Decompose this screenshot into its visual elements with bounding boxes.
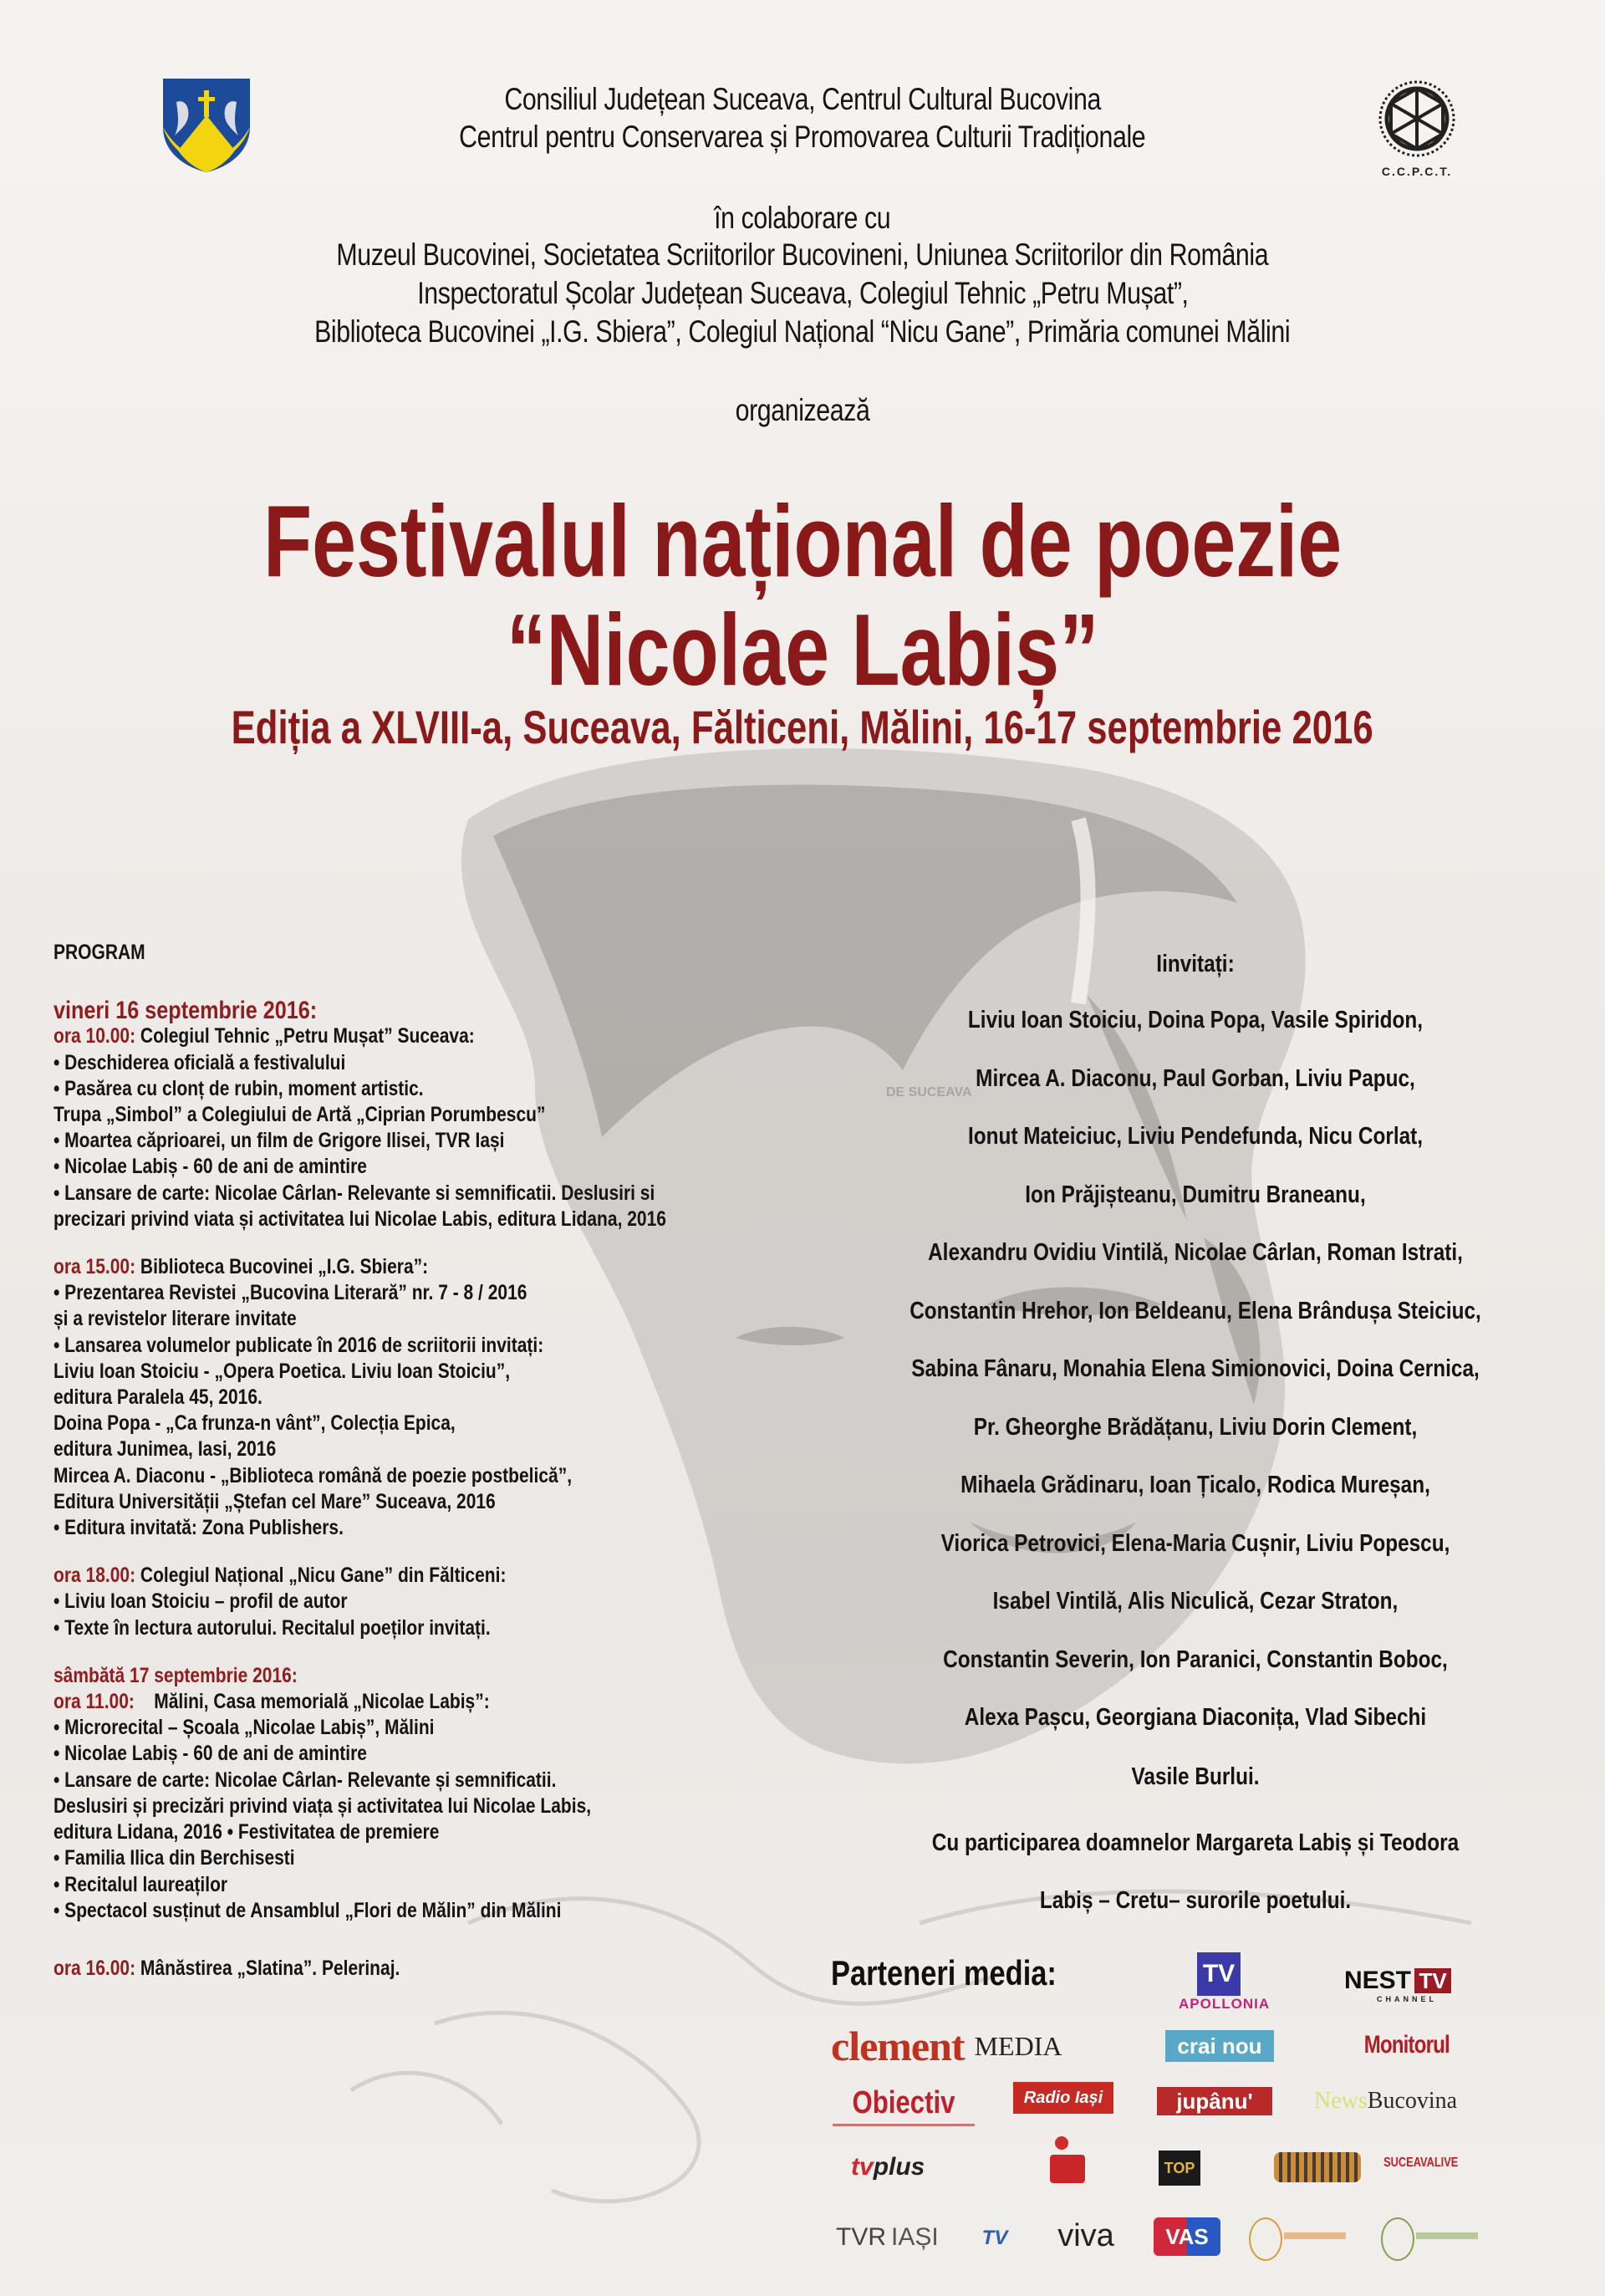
crai-nou-logo: crai nou <box>1165 2030 1274 2062</box>
program-item: • Microrecital – Școala „Nicolae Labiș”, Mălini <box>54 1716 435 1740</box>
organizes-label: organizează <box>735 393 870 427</box>
guest-line: Vasile Burlui. <box>1131 1763 1260 1790</box>
program-item: Liviu Ioan Stoiciu - „Opera Poetica. Liviu Ioan Stoiciu”, <box>54 1359 511 1383</box>
guests-heading: Iinvitați: <box>1156 951 1235 977</box>
program-item: editura Paralela 45, 2016. <box>54 1385 262 1410</box>
program-item: Doina Popa - „Ca frunza-n vânt”, Colecția Epica, <box>54 1411 456 1436</box>
clement-media-logo: clement MEDIA <box>831 2023 1062 2069</box>
program-item: • Lansare de carte: Nicolae Cârlan- Relevante si semnificatii. Deslusiri si <box>54 1181 655 1205</box>
radio-iasi-logo: Radio Iași <box>1013 2082 1113 2114</box>
program-item: • Prezentarea Revistei „Bucovina Literară” nr. 7 - 8 / 2016 <box>54 1281 527 1305</box>
guest-line: Ionut Mateiciuc, Liviu Pendefunda, Nicu Corlat, <box>967 1123 1424 1150</box>
program-item: • Deschiderea oficială a festivalului <box>54 1050 346 1074</box>
program-item: și a revistelor literare invitate <box>54 1307 297 1331</box>
program-item: • Texte în lectura autorului. Recitalul poeților invitați. <box>54 1615 491 1640</box>
emblem-logo-orange-text <box>1284 2232 1346 2239</box>
program-item: precizari privind viata și activitatea lui Nicolae Labis, editura Lidana, 2016 <box>54 1207 666 1231</box>
festival-title: Festivalul național de poezie <box>262 484 1343 598</box>
viva-logo: viva <box>1057 2217 1114 2253</box>
program-column <box>54 940 823 1982</box>
program-item: editura Lidana, 2016 • Festivitatea de premiere <box>54 1820 440 1844</box>
program-item: Mircea A. Diaconu - „Biblioteca română de poezie postbelică”, <box>54 1463 573 1487</box>
guest-line: Constantin Hrehor, Ion Beldeanu, Elena Brândușa Steiciuc, <box>910 1297 1481 1324</box>
session-4-header: ora 11.00: Mălini, Casa memorială „Nicolae Labiș”: <box>54 1690 490 1714</box>
program-item: • Recitalul laureaților <box>54 1872 228 1896</box>
guest-line: Ion Prăjișteanu, Dumitru Braneanu, <box>1025 1181 1366 1208</box>
program-item: editura Junimea, Iasi, 2016 <box>54 1437 277 1462</box>
tv-plus-logo: tv plus <box>851 2153 925 2181</box>
watermark: DE SUCEAVA <box>886 1085 972 1100</box>
program-item: • Pasărea cu clonț de rubin, moment artistic. <box>54 1076 424 1100</box>
emblem-logo-green-text <box>1416 2232 1478 2239</box>
media-partners-heading: Parteneri media: <box>831 1953 1057 1992</box>
participation-line-1: Cu participarea doamnelor Margareta Labiș și Teodora <box>931 1829 1460 1856</box>
program-item: Deslusiri și precizări privind viața și activitatea lui Nicolae Labis, <box>54 1793 592 1818</box>
apollonia-tv-logo: TV APOLLONIA <box>1179 1952 1304 2019</box>
emblem-logo-orange <box>1249 2217 1282 2261</box>
guest-line: Mircea A. Diaconu, Paul Gorban, Liviu Papuc, <box>976 1064 1415 1092</box>
jupanu-logo: jupânu' <box>1157 2087 1272 2115</box>
program-item: • Familia Ilica din Berchisesti <box>54 1846 295 1870</box>
ccpct-logo-text: C.C.P.C.T. <box>1381 165 1453 178</box>
program-item: • Spectacol susținut de Ansamblul „Flori de Mălin” din Mălini <box>54 1898 562 1922</box>
guest-line: Alexandru Ovidiu Vintilă, Nicolae Cârlan, Roman Istrati, <box>928 1239 1463 1266</box>
day-2-heading: sâmbătă 17 septembrie 2016: <box>54 1663 298 1687</box>
guests-column <box>819 936 1572 1931</box>
session-2-header: ora 15.00: Biblioteca Bucovinei „I.G. Sbiera”: <box>54 1255 429 1279</box>
festival-edition: Ediția a XLVIII-a, Suceava, Fălticeni, Mălini, 16-17 septembrie 2016 <box>231 701 1373 753</box>
guest-line: Liviu Ioan Stoiciu, Doina Popa, Vasile Spiridon, <box>967 1007 1424 1033</box>
nest-tv-logo: NEST TV CHANNEL <box>1344 1967 1470 2017</box>
guest-line: Mihaela Grădinaru, Ioan Țicalo, Rodica Mureșan, <box>960 1472 1430 1498</box>
collaborator-line-2: Inspectoratul Școlar Județean Suceava, Colegiul Tehnic „Petru Mușat”, <box>416 276 1189 310</box>
program-item: • Nicolae Labiș - 60 de ani de amintire <box>54 1155 367 1179</box>
guest-line: Isabel Vintilă, Alis Niculică, Cezar Straton, <box>992 1588 1399 1615</box>
day-1-heading: vineri 16 septembrie 2016: <box>54 997 318 1025</box>
program-item: • Liviu Ioan Stoiciu – profil de autor <box>54 1589 348 1614</box>
suceava-live-logo: SUCEAVALIVE <box>1383 2156 1459 2170</box>
emblem-logo-green <box>1381 2217 1414 2261</box>
collaboration-intro: în colaborare cu <box>714 201 891 235</box>
tvr-iasi-logo: TVR IAȘI <box>836 2223 939 2251</box>
session-3-header: ora 18.00: Colegiul Național „Nicu Gane” din Fălticeni: <box>54 1564 507 1588</box>
collaborator-line-3: Biblioteca Bucovinei „I.G. Sbiera”, Colegiul Național “Nicu Gane”, Primăria comunei Mălini <box>314 314 1291 349</box>
program-item: Editura Universității „Ștefan cel Mare” Suceava, 2016 <box>54 1489 496 1513</box>
news-bucovina-logo: News Bucovina <box>1314 2088 1458 2114</box>
program-item: Trupa „Simbol” a Colegiului de Artă „Ciprian Porumbescu” <box>54 1103 546 1127</box>
program-heading: PROGRAM <box>54 941 145 964</box>
program-item: • Lansare de carte: Nicolae Cârlan- Relevante și semnificatii. <box>54 1768 557 1792</box>
tv-small-logo: TV <box>981 2227 1008 2249</box>
program-item: • Lansarea volumelor publicate în 2016 de scriitorii invitați: <box>54 1333 544 1357</box>
session-5-header: ora 16.00: Mânăstirea „Slatina”. Pelerinaj. <box>54 1956 400 1980</box>
collaborator-line-1: Muzeul Bucovinei, Societatea Scriitorilor Bucovineni, Uniunea Scriitorilor din România <box>336 237 1269 272</box>
guest-line: Constantin Severin, Ion Paranici, Constantin Boboc, <box>943 1645 1448 1673</box>
guest-line: Alexa Pașcu, Georgiana Diaconița, Vlad Sibechi <box>964 1704 1427 1731</box>
obiectiv-logo: Obiectiv <box>833 2082 975 2126</box>
guest-line: Viorica Petrovici, Elena-Maria Cușnir, Liviu Popescu, <box>940 1529 1450 1557</box>
top-logo: TOP <box>1159 2151 1200 2186</box>
guest-line: Pr. Gheorghe Brădățanu, Liviu Dorin Clement, <box>973 1413 1418 1441</box>
participation-line-2: Labiș – Cretu– surorile poetului. <box>1039 1887 1352 1914</box>
radio-logo-orange <box>1274 2152 1361 2182</box>
program-item: • Nicolae Labiș - 60 de ani de amintire <box>54 1742 367 1766</box>
program-item: • Editura invitată: Zona Publishers. <box>54 1516 344 1540</box>
festival-subtitle: “Nicolae Labiș” <box>506 593 1099 707</box>
guest-line: Sabina Fânaru, Monahia Elena Simionovici, Doina Cernica, <box>911 1355 1480 1382</box>
i-tv-logo <box>1047 2136 1088 2188</box>
organizer-line-1: Consiliul Județean Suceava, Centrul Cultural Bucovina <box>504 82 1101 116</box>
program-item: • Moartea căprioarei, un film de Grigore Ilisei, TVR Iași <box>54 1129 505 1153</box>
organizer-line-2: Centrul pentru Conservarea și Promovarea Culturii Tradiționale <box>459 120 1146 154</box>
monitorul-logo: Monitorul <box>1363 2031 1450 2059</box>
vas-logo: VAS <box>1154 2217 1220 2256</box>
session-1-header: ora 10.00: Colegiul Tehnic „Petru Mușat” Suceava: <box>54 1024 475 1049</box>
